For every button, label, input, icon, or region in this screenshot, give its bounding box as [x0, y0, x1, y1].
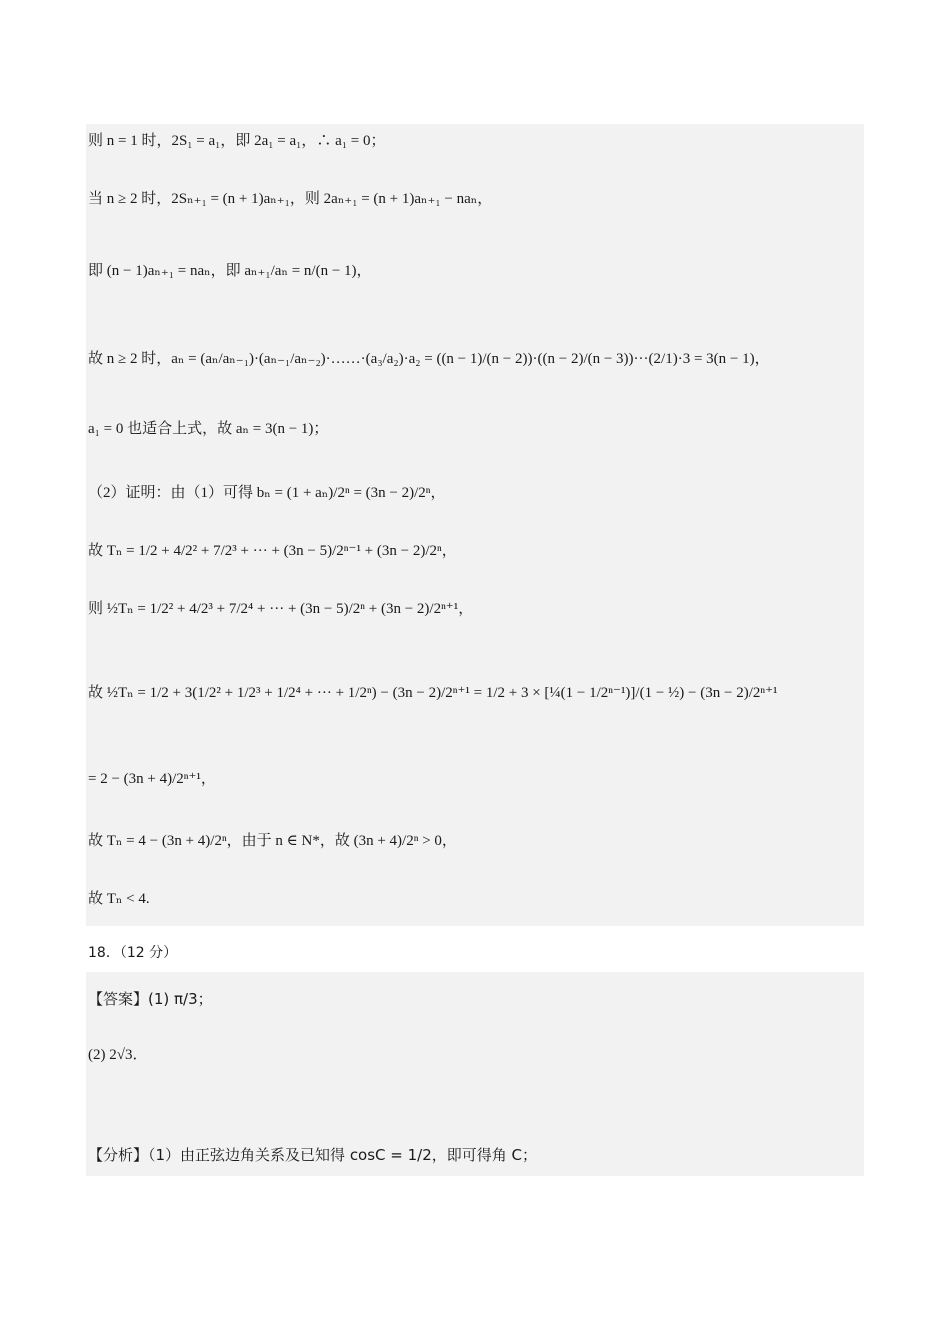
- solution-line-12: 故 Tₙ < 4.: [88, 891, 150, 907]
- solution-line-3: 即 (n − 1)aₙ₊₁ = naₙ，即 aₙ₊₁/aₙ = n/(n − 1)，: [88, 263, 372, 279]
- question-heading: 18．（12 分）: [88, 945, 178, 961]
- solution-line-7: 故 Tₙ = 1/2 + 4/2² + 7/2³ + ··· + (3n − 5)/2ⁿ⁻¹ + (3n − 2)/2ⁿ，: [88, 543, 457, 559]
- answer-line-1: 【答案】(1) π/3；: [88, 990, 213, 1008]
- answer-line-2: (2) 2√3．: [88, 1047, 148, 1063]
- solution-line-4: 故 n ≥ 2 时，aₙ = (aₙ/aₙ₋₁)·(aₙ₋₁/aₙ₋₂)·……·(a₃/a₂)·a₂ = ((n − 1)/(n − 2))·((n − 2)/(n − 3))···(2/1)·3 = 3(n − 1)，: [88, 351, 770, 367]
- solution-line-11: 故 Tₙ = 4 − (3n + 4)/2ⁿ，由于 n ∈ N*，故 (3n + 4)/2ⁿ > 0，: [88, 833, 457, 849]
- solution-line-5: a₁ = 0 也适合上式，故 aₙ = 3(n − 1)；: [88, 421, 329, 437]
- solution-line-9: 故 ½Tₙ = 1/2 + 3(1/2² + 1/2³ + 1/2⁴ + ··· + 1/2ⁿ) − (3n − 2)/2ⁿ⁺¹ = 1/2 + 3 × [¼(1 − 1/2ⁿ⁻¹)]/(1 − ½) − (3n − 2)/2ⁿ⁺¹: [88, 685, 778, 701]
- solution-line-10: = 2 − (3n + 4)/2ⁿ⁺¹，: [88, 771, 216, 787]
- solution-line-1: 则 n = 1 时，2S₁ = a₁，即 2a₁ = a₁，∴ a₁ = 0；: [88, 133, 386, 149]
- analysis-line: 【分析】（1）由正弦边角关系及已知得 cosC = 1/2，即可得角 C；: [88, 1146, 538, 1164]
- solution-line-2: 当 n ≥ 2 时，2Sₙ₊₁ = (n + 1)aₙ₊₁，则 2aₙ₊₁ = (n + 1)aₙ₊₁ − naₙ，: [88, 191, 493, 207]
- solution-line-6: （2）证明：由（1）可得 bₙ = (1 + aₙ)/2ⁿ = (3n − 2)/2ⁿ，: [88, 485, 446, 501]
- solution-panel: [86, 124, 864, 926]
- solution-line-8: 则 ½Tₙ = 1/2² + 4/2³ + 7/2⁴ + ··· + (3n − 5)/2ⁿ + (3n − 2)/2ⁿ⁺¹，: [88, 601, 474, 617]
